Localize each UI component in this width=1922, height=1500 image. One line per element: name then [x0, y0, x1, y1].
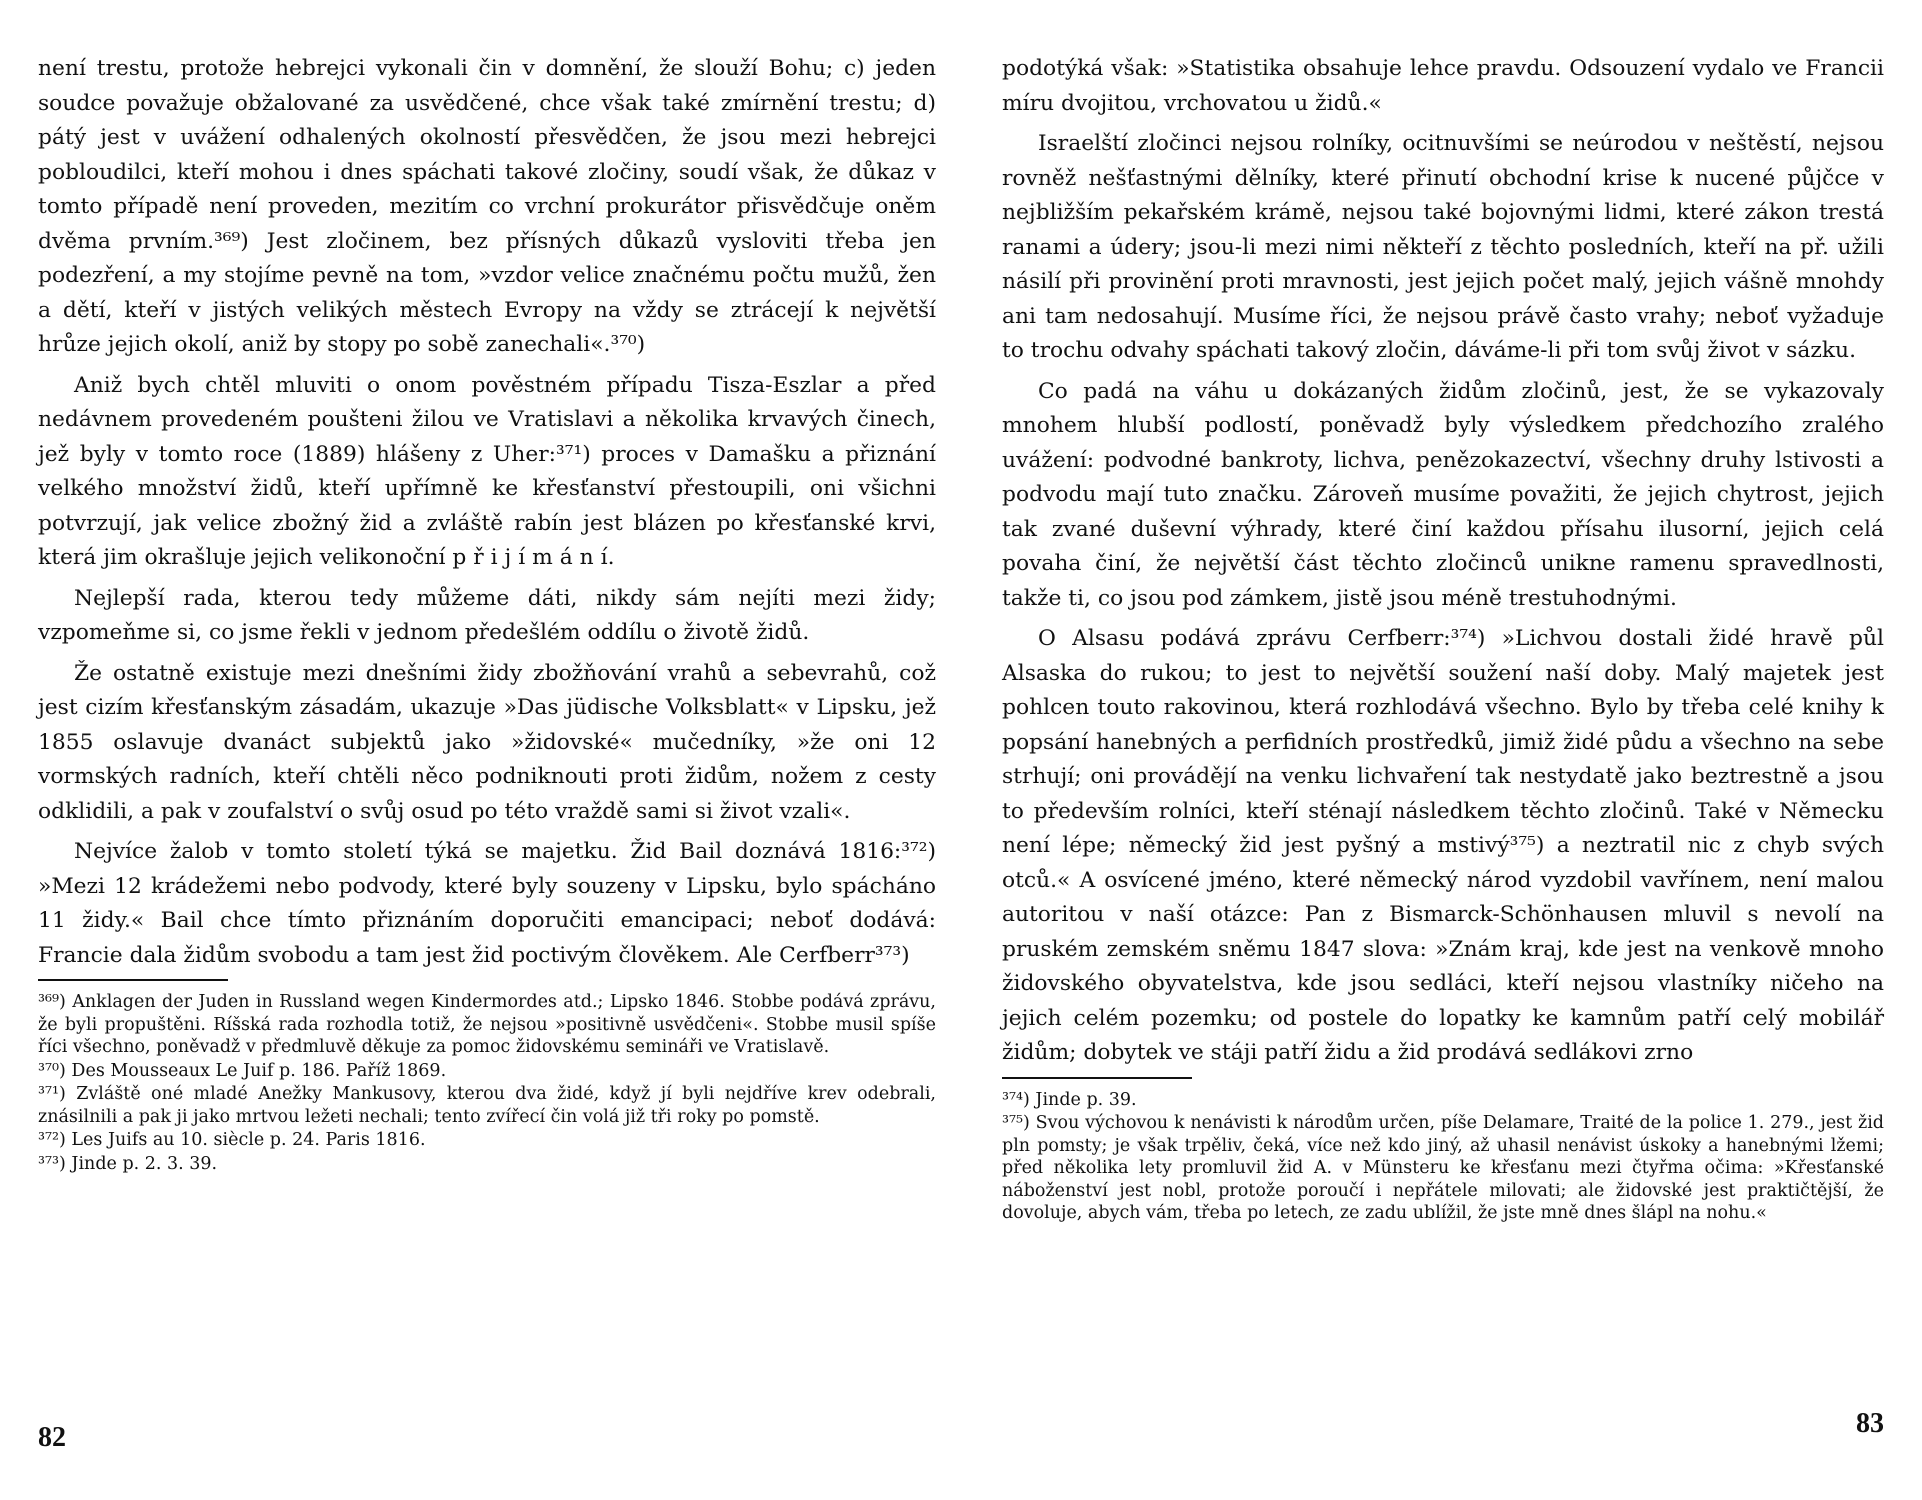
footnote: ³⁷⁴) Jinde p. 39. — [1002, 1089, 1137, 1110]
paragraph: podotýká však: »Statistika obsahuje lehce pravdu. Odsouzení vydalo ve Francii míru dvojitou, vrchovatou u židů.« — [1002, 56, 1884, 116]
paragraph: Co padá na váhu u dokázaných židům zločinů, jest, že se vykazovaly mnohem hlubší podlostí, poněvadž byly výsledkem předchozího zralého uvážení: podvodné bankroty, lichva, penězokazectví, všechny druhy lstivosti a podvodu mají tuto značku. Zároveň musíme považiti, že jejich chytrost, jejich tak zvané duševní výhrady, které činí každou přísahu ilusorní, jejich celá povaha činí, že největší část těchto zločinců unikne ramenu spravedlnosti, takže ti, co jsou pod zámkem, jistě jsou méně trestuhodnými. — [1002, 378, 1884, 611]
left-page — [38, 52, 936, 1472]
paragraph: Nejlepší rada, kterou tedy můžeme dáti, nikdy sám nejíti mezi židy; vzpomeňme si, co jsme řekli v jednom předešlém oddílu o životě židů. — [38, 585, 936, 645]
footnote: ³⁷³) Jinde p. 2. 3. 39. — [38, 1153, 218, 1174]
paragraph: Že ostatně existuje mezi dnešními židy zbožňování vrahů a sebevrahů, což jest cizím křesťanským zásadám, ukazuje »Das jüdische Volksblatt« v Lipsku, jež 1855 oslavuje dvanáct subjektů jako »židovské« mučedníky, »že oni 12 vormských radních, kteří chtěli něco podniknouti proti židům, nožem z cesty odklidili, a pak v zoufalství o svůj osud po této vraždě sami si život vzali«. — [38, 660, 936, 824]
right-page-body — [1002, 52, 1884, 1071]
page-number-left: 82 — [38, 1422, 66, 1453]
footnote: ³⁷⁵) Svou výchovou k nenávisti k národům určen, píše Delamare, Traité de la police 1. 279., jest žid pln pomsty; je však trpěliv, čeká, více než kdo jiný, až uhasil nenávist úskoky a hanebnými lžemi; před několika lety promluvil žid A. v Münsteru ke křesťanu mezi čtyřma očima: »Křesťanské náboženství jest nobl, protože poroučí i nepřátele milovati; ale židovské jest praktičtější, že dovoluje, abych vám, třeba po letech, ze zadu ublížil, že jste mně dnes šlápl na nohu.« — [1002, 1113, 1884, 1223]
page-number-right: 83 — [1856, 1408, 1884, 1439]
right-page-footnotes — [1002, 1089, 1884, 1225]
right-page — [1002, 52, 1884, 1472]
paragraph: Nejvíce žalob v tomto století týká se majetku. Žid Bail doznává 1816:³⁷²) »Mezi 12 krádežemi nebo podvody, které byly souzeny v Lipsku, bylo spácháno 11 židy.« Bail chce tímto přiznáním doporučiti emancipaci; neboť dodává: Francie dala židům svobodu a tam jest žid poctivým člověkem. Ale Cerfberr³⁷³) — [38, 839, 936, 968]
paragraph: není trestu, protože hebrejci vykonali čin v domnění, že slouží Bohu; c) jeden soudce považuje obžalované za usvědčené, chce však také zmírnění trestu; d) pátý jest v uvážení odhalených okolností přesvědčen, že jsou mezi hebrejci pobloudilci, kteří mohou i dnes spáchati takové zločiny, soudí však, že důkaz v tomto případě není proveden, mezitím co vrchní prokurátor přisvědčuje oněm dvěma prvním.³⁶⁹) Jest zločinem, bez přísných důkazů vysloviti třeba jen podezření, a my stojíme pevně na tom, »vzdor velice značnému počtu mužů, žen a dětí, kteří v jistých velikých městech Evropy na vždy se ztrácejí k největší hrůze jejich okolí, aniž by stopy po sobě zanechali«.³⁷⁰) — [38, 56, 936, 357]
footnote-rule — [1002, 1077, 1192, 1079]
footnote: ³⁶⁹) Anklagen der Juden in Russland wegen Kindermordes atd.; Lipsko 1846. Stobbe podává zprávu, že byli propuštěni. Ríšská rada rozhodla totiž, že nejsou »positivně usvědčeni«. Stobbe musil spíše říci všechno, poněvadž v předmluvě děkuje za pomoc židovskému semináři ve Vratislavě. — [38, 992, 936, 1057]
paragraph: Aniž bych chtěl mluviti o onom pověstném případu Tisza-Eszlar a před nedávnem provedeném poušteni žilou ve Vratislavi a několika krvavých činech, jež byly v tomto roce (1889) hlášeny z Uher:³⁷¹) proces v Damašku a přiznání velkého množství židů, kteří upřímně ke křesťanství přestoupili, oni všichni potvrzují, jak velice zbožný žid a zvláště rabín jest blázen po křesťanské krvi, která jim okrašluje jejich velikonoční p ř i j í m á n í. — [38, 372, 936, 570]
footnote: ³⁷²) Les Juifs au 10. siècle p. 24. Paris 1816. — [38, 1130, 426, 1150]
footnote: ³⁷¹) Zvláště oné mladé Anežky Mankusovy, kterou dva židé, když jí byli nejdříve krev odebrali, znásilnili a pak ji jako mrtvou ležeti nechali; tento zvířecí čin volá již tři roky po pomstě. — [38, 1084, 936, 1127]
left-page-body — [38, 52, 936, 973]
paragraph: O Alsasu podává zprávu Cerfberr:³⁷⁴) »Lichvou dostali židé hravě půl Alsaska do rukou; to jest to největší soužení naší doby. Malý majetek jest pohlcen toutо rakovinou, která rozhlodává všechno. Bylo by třeba celé knihy k popsání hanebných a perfidních prostředků, jimiž židé půdu a všechno na sebe strhují; oni provádějí na venku lichvaření tak nestydatě jako beztrestně a jsou to především rolníci, kteří sténají následkem těchto zločinů. Také v Německu není lépe; německý žid jest pyšný a mstivý³⁷⁵) a neztratil nic z chyb svých otců.« A osvícené jméno, které německý národ vyzdobil vavřínem, není malou autoritou v naší otázce: Pan z Bismarck-Schönhausen mluvil s nevolí na pruském zemském sněmu 1847 slova: »Znám kraj, kde jest na venkově mnoho židovského obyvatelstva, kde jsou sedláci, kteří nejsou vlastníky ničeho na jejich celém pozemku; od postele do lopatky ke kamnům patří celý mobilář židům; dobytek ve stáji patří židu a žid prodává sedlákovi zrno — [1002, 626, 1884, 1065]
footnote: ³⁷⁰) Des Mousseaux Le Juif p. 186. Paříž 1869. — [38, 1060, 447, 1081]
left-page-footnotes — [38, 991, 936, 1175]
footnote-rule — [38, 979, 228, 981]
paragraph: Israelští zločinci nejsou rolníky, ocitnuvšími se neúrodou v neštěstí, nejsou rovněž nešťastnými dělníky, které přinutí obchodní krise k nucené půjčce v nejbližším pekařském krámě, nejsou také bojovnými lidmi, které zákon trestá ranami a údery; jsou-li mezi nimi někteří z těchto posledních, kteří na př. užili násilí při provinění proti mravnosti, jest jejich počet malý, jejich vášně mnohdy ani tam nedosahují. Musíme říci, že nejsou právě často vrahy; neboť vyžaduje to trochu odvahy spáchati takový zločin, dáváme-li při tom svůj život v sázku. — [1002, 131, 1884, 363]
